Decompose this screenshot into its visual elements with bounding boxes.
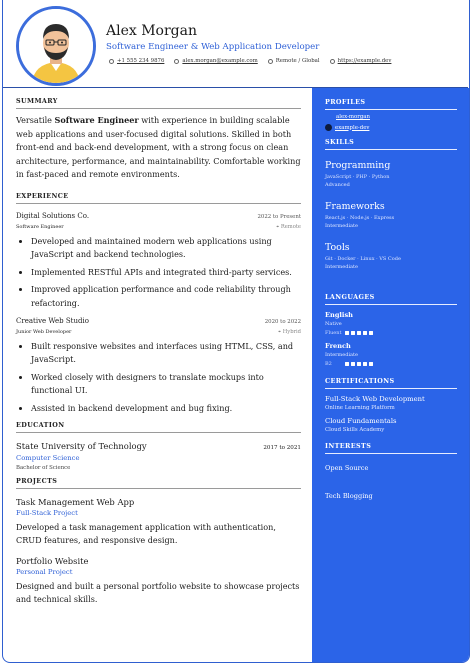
project-name: Portfolio Website <box>16 555 89 566</box>
experience-heading: EXPERIENCE <box>16 192 301 204</box>
location-icon <box>268 59 273 64</box>
education-field: Computer Science <box>16 454 80 463</box>
location-text: Remote / Global <box>275 58 320 64</box>
summary-heading: SUMMARY <box>16 97 301 109</box>
company-name: Digital Solutions Co. <box>16 211 90 220</box>
company-name: Creative Web Studio <box>16 317 89 325</box>
avatar-illustration-icon <box>19 9 93 83</box>
list-item: • Developed and maintained modern web applications using JavaScript and backend technologies. <box>31 235 301 262</box>
project-description: Designed and built a personal portfolio website to showcase projects and technical skills. <box>16 580 300 605</box>
skill-items: JavaScript · PHP · Python <box>325 174 390 180</box>
interest-item: Tech Blogging <box>325 492 373 500</box>
interests-heading: INTERESTS <box>325 442 457 454</box>
contact-location <box>268 58 320 64</box>
education-heading: EDUCATION <box>16 421 301 433</box>
email-link[interactable]: alex.morgan@example.com <box>182 58 258 64</box>
skill-name: Programming <box>325 160 391 171</box>
language-entry <box>325 311 457 336</box>
education-degree: Bachelor of Science <box>16 465 71 472</box>
project-type: Full-Stack Project <box>16 509 78 518</box>
rating-dot <box>345 331 349 335</box>
interest-item: Open Source <box>325 464 369 472</box>
list-item: • Improved application performance and code reliability through refactoring. <box>31 283 301 310</box>
profile-handle[interactable]: alex-morgan <box>336 114 370 120</box>
language-rating <box>325 361 457 367</box>
rating-dot <box>357 362 361 366</box>
language-name: English <box>325 311 353 319</box>
skill-level: Advanced <box>325 182 350 188</box>
list-item: • Worked closely with designers to translate mockups into functional UI. <box>31 371 301 398</box>
job-location-text: Hybrid <box>282 329 301 335</box>
project-entry <box>16 556 301 607</box>
skill-group <box>325 242 457 271</box>
job-dates: 2020 to 2022 <box>264 319 301 325</box>
project-entry <box>16 497 301 548</box>
job-location: ⌖ Remote <box>276 223 301 230</box>
job-bullets <box>31 340 301 415</box>
languages-heading: LANGUAGES <box>325 293 457 305</box>
rating-dot <box>369 331 373 335</box>
summary-post: with experience in building scalable web applications and user-focused digital solutions. Skilled in both front-end and back-end development, with a strong focus on clean architecture, performance, and maintainability. Comfortable working in fast-paced and remote environments. <box>16 115 301 180</box>
skill-group <box>325 201 457 230</box>
education-entry <box>16 441 301 451</box>
profiles-heading: PROFILES <box>325 98 457 110</box>
list-item: • Implemented RESTful APIs and integrated third-party services. <box>31 266 301 279</box>
phone-link[interactable]: +1 555 234 9876 <box>117 58 165 64</box>
skill-level: Intermediate <box>325 264 359 270</box>
list-item: • Built responsive websites and interfaces using HTML, CSS, and JavaScript. <box>31 340 301 367</box>
skill-group <box>325 160 457 189</box>
project-name: Task Management Web App <box>16 497 135 508</box>
job-location-text: Remote <box>280 223 301 230</box>
certification-org: Online Learning Platform <box>325 405 395 411</box>
profile-link[interactable] <box>333 114 457 120</box>
summary-bold: Software Engineer <box>54 115 139 125</box>
rating-dot <box>351 331 355 335</box>
rating-label: Fluent <box>325 330 342 336</box>
job-entry <box>16 317 301 415</box>
contact-website[interactable] <box>330 58 392 64</box>
language-name: French <box>325 342 351 350</box>
certification-org: Cloud Skills Academy <box>325 427 385 433</box>
job-title: Software Engineer & Web Application Developer <box>106 42 320 52</box>
job-dates: 2022 to Present <box>257 213 301 220</box>
contact-row <box>109 58 391 64</box>
rating-label: B2 <box>325 361 332 367</box>
certification-entry <box>325 395 457 411</box>
education-dates: 2017 to 2021 <box>263 445 301 452</box>
summary-text <box>16 114 301 182</box>
profile-link[interactable] <box>325 124 457 131</box>
certification-name: Cloud Fundamentals <box>325 417 397 425</box>
skills-heading: SKILLS <box>325 138 457 150</box>
contact-email[interactable] <box>174 58 257 64</box>
link-icon <box>330 59 335 64</box>
avatar <box>16 6 96 86</box>
project-type: Personal Project <box>16 567 73 576</box>
profile-handle[interactable]: example-dev <box>335 124 370 131</box>
summary-pre: Versatile <box>16 115 55 125</box>
phone-icon <box>109 59 114 64</box>
resume-page <box>2 0 470 663</box>
job-role: Software Engineer <box>16 223 64 230</box>
job-role: Junior Web Developer <box>16 329 72 335</box>
certification-name: Full-Stack Web Development <box>325 395 425 403</box>
main-column <box>16 97 301 607</box>
projects-heading: PROJECTS <box>16 477 301 489</box>
job-location: ⌖ Hybrid <box>278 329 301 335</box>
language-level: Intermediate <box>325 352 359 358</box>
skill-items: React.js · Node.js · Express <box>325 215 395 221</box>
skill-name: Frameworks <box>325 201 385 212</box>
language-level: Native <box>325 321 342 327</box>
skill-level: Intermediate <box>325 223 359 229</box>
list-item: • Assisted in backend development and bug fixing. <box>31 402 301 415</box>
full-name: Alex Morgan <box>106 23 197 39</box>
rating-dot <box>345 362 349 366</box>
website-link[interactable]: https://example.dev <box>337 58 392 64</box>
job-bullets <box>31 235 301 310</box>
skill-name: Tools <box>325 242 350 253</box>
github-icon <box>325 124 332 131</box>
rating-dot <box>351 362 355 366</box>
job-entry <box>16 212 301 310</box>
rating-dot <box>357 331 361 335</box>
rating-dot <box>363 362 367 366</box>
project-description: Developed a task management application with authentication, CRUD features, and responsive design. <box>16 522 276 546</box>
language-rating <box>325 330 457 336</box>
certification-entry <box>325 417 457 433</box>
contact-phone[interactable] <box>109 58 164 64</box>
sidebar <box>312 88 469 663</box>
language-entry <box>325 342 457 367</box>
school-name: State University of Technology <box>16 441 147 452</box>
rating-dot <box>363 331 367 335</box>
email-icon <box>174 59 179 64</box>
resume-header <box>3 0 468 88</box>
skill-items: Git · Docker · Linux · VS Code <box>325 256 401 262</box>
rating-dot <box>369 362 373 366</box>
certifications-heading: CERTIFICATIONS <box>325 377 457 389</box>
